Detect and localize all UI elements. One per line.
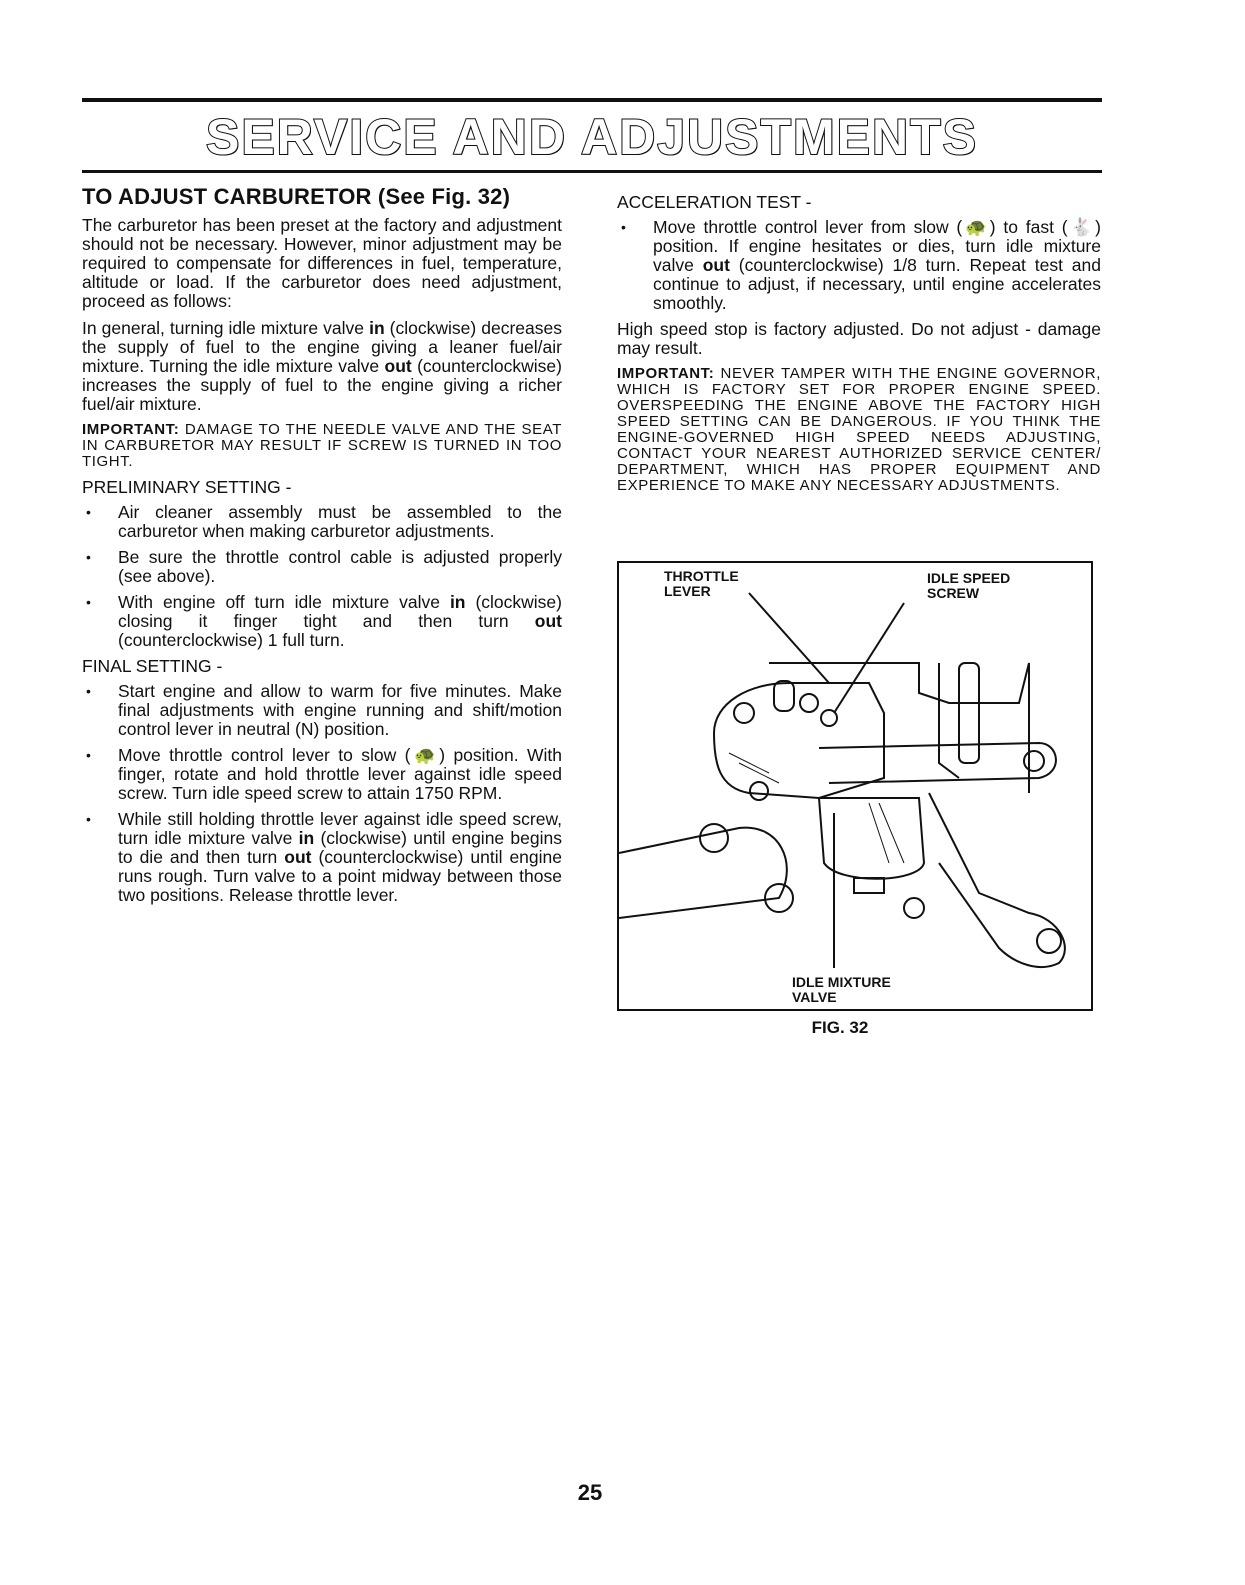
section-heading: TO ADJUST CARBURETOR (See Fig. 32) [82,184,511,209]
prelim3-text-c: (counterclockwise) 1 full turn. [118,630,345,650]
preliminary-heading: PRELIMINARY SETTING - [82,477,292,497]
important-note-right [617,366,1101,494]
figure-32-box [617,561,1093,1011]
general-out: out [384,356,412,376]
label-idle-speed-line1: IDLE SPEED [927,570,1011,586]
left-column [82,184,562,912]
final3-in: in [298,828,315,848]
prelim3-out: out [534,611,562,631]
label-idle-speed-screw [927,571,1010,601]
final-heading: FINAL SETTING - [82,656,223,676]
label-idle-mixture-valve [792,975,891,1005]
header-rule-top [82,98,1102,102]
final3-out: out [284,847,312,867]
label-throttle-line1: THROTTLE [664,568,739,584]
page-title: SERVICE AND ADJUSTMENTS [205,109,979,165]
accel-text-a: Move throttle control lever from slow (🐢) to fast (🐇) position. If engine hesitates or dies, turn idle mixture valve [653,217,1101,275]
list-item: • Be sure the throttle control cable is adjusted properly (see above). [82,548,562,586]
general-in: in [369,318,385,338]
list-item [617,218,1101,313]
important-label: IMPORTANT: [82,421,180,438]
acceleration-list [617,218,1101,313]
general-text-1: In general, turning idle mixture valve [82,318,370,338]
final3-text-a: While still holding throttle lever against idle speed screw, turn idle mixture valve [118,809,562,848]
prelim3-text-a: With engine off turn idle mixture valve [118,592,450,612]
final-list [82,682,562,905]
high-speed-paragraph: High speed stop is factory adjusted. Do not adjust - damage may result. [617,319,1101,358]
list-item [82,593,562,650]
header-rule-bottom [82,170,1102,173]
general-text-2: (clockwise) decreases the supply of fuel to the engine giving a leaner fuel/air mixture. Turning the idle mixture valve [82,318,563,376]
list-item: • Move throttle control lever to slow (🐢) position. With finger, rotate and hold throttle lever against idle speed screw. Turn idle speed screw to attain 1750 RPM. [82,746,562,803]
list-item: • Air cleaner assembly must be assembled to the carburetor when making carburetor adjustments. [82,503,562,541]
list-item [82,810,562,905]
general-text-3: (counterclockwise) increases the supply of fuel to the engine giving a richer fuel/air mixture. [82,356,562,414]
accel-text-b: (counterclockwise) 1/8 turn. Repeat test and continue to adjust, if necessary, until engine accelerates smoothly. [653,255,1101,313]
important-text: DAMAGE TO THE NEEDLE VALVE AND THE SEAT IN CARBURETOR MAY RESULT IF SCREW IS TURNED IN TOO TIGHT. [82,421,562,470]
prelim3-in: in [449,592,466,612]
carburetor-illustration [619,563,1091,1009]
final3-text-c: (counterclockwise) until engine runs rough. Turn valve to a point midway between those two positions. Release throttle lever. [118,847,563,905]
list-item: • Start engine and allow to warm for five minutes. Make final adjustments with engine running and shift/motion control lever in neutral (N) position. [82,682,562,739]
important-label: IMPORTANT: [617,365,715,382]
preliminary-list [82,503,562,650]
label-throttle-lever [664,569,739,599]
general-paragraph [82,319,562,414]
important-text: NEVER TAMPER WITH THE ENGINE GOVERNOR, WHICH IS FACTORY SET FOR PROPER ENGINE SPEED. OVERSPEEDING THE ENGINE ABOVE THE FACTORY HIGH SPEED SETTING CAN BE DANGEROUS. IF YOU THINK THE ENGINE-GOVERNED HIGH SPEED NEEDS ADJUSTING, CONTACT YOUR NEAREST AUTHORIZED SERVICE CENTER/ DEPARTMENT, WHICH HAS PROPER EQUIPMENT AND EXPERIENCE TO MAKE ANY NECESSARY ADJUSTMENTS. [617,365,1101,494]
final3-text-b: (clockwise) until engine begins to die and then turn [118,828,562,867]
figure-caption: FIG. 32 [811,1018,869,1037]
important-note-left [82,422,562,470]
label-mixture-line1: IDLE MIXTURE [792,974,891,990]
intro-paragraph: The carburetor has been preset at the factory and adjustment should not be necessary. However, minor adjustment may be required to compensate for differences in fuel, temperature, altitude or load. If the carburetor does need adjustment, proceed as follows: [82,215,562,311]
right-column [617,193,1101,502]
page-number: 25 [577,1480,603,1505]
label-mixture-line2: VALVE [792,989,837,1005]
accel-out: out [702,255,730,275]
label-idle-speed-line2: SCREW [927,585,980,601]
prelim3-text-b: (clockwise) closing it finger tight and then turn [118,592,562,631]
label-throttle-line2: LEVER [664,583,711,599]
acceleration-heading: ACCELERATION TEST - [617,192,812,212]
